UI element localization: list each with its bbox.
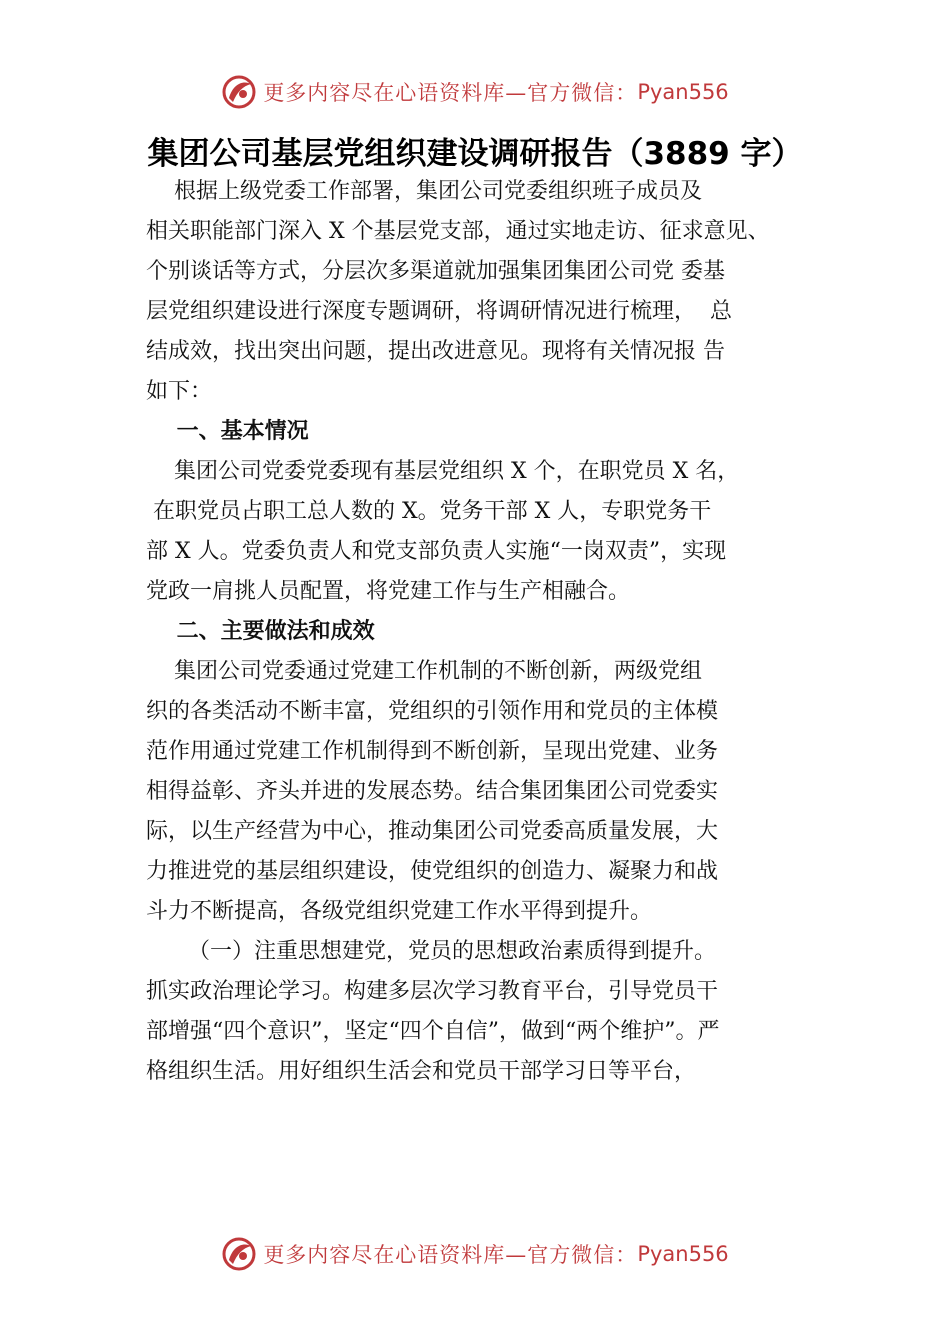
footer-banner: [0, 1232, 950, 1276]
text-line: 部 X 人。党委负责人和党支部负责人实施“一岗双责”，实现: [146, 539, 727, 564]
text-line: 斗力不断提高，各级党组织党建工作水平得到提升。: [146, 899, 653, 924]
header-banner: [0, 70, 950, 114]
text-line: 集团公司党委党委现有基层党组织 X 个，在职党员 X 名，: [146, 459, 740, 484]
text-line: 在职党员占职工总人数的 X。党务干部 X 人，专职党务干: [146, 499, 712, 524]
text-line: 力推进党的基层组织建设，使党组织的创造力、凝聚力和战: [146, 859, 719, 884]
section-heading-practices: 二、主要做法和成效: [146, 619, 375, 644]
text-line: 结成效，找出突出问题，提出改进意见。现将有关情况报 告: [146, 339, 725, 364]
banner-text: 更多内容尽在心语资料库—官方微信：: [263, 1243, 638, 1267]
text-line: 相得益彰、齐头并进的发展态势。结合集团集团公司党委实: [146, 779, 719, 804]
intro-paragraph: [146, 172, 826, 412]
text-line: 范作用通过党建工作机制得到不断创新，呈现出党建、业务: [146, 739, 719, 764]
section-basic-paragraph: [146, 452, 826, 612]
text-line: 集团公司党委通过党建工作机制的不断创新，两级党组: [146, 659, 702, 684]
text-line: 如下：: [146, 379, 213, 404]
section-practices-paragraph: [146, 652, 826, 1092]
text-line: 党政一肩挑人员配置，将党建工作与生产相融合。: [146, 579, 631, 604]
page-title: 集团公司基层党组织建设调研报告（3889 字）: [147, 136, 803, 172]
brand-logo-icon: [221, 74, 257, 110]
text-line: 抓实政治理论学习。构建多层次学习教育平台，引导党员干: [146, 979, 719, 1004]
section-heading-basic: 一、基本情况: [146, 419, 309, 444]
banner-text: 更多内容尽在心语资料库—官方微信：: [263, 81, 638, 105]
document-body: [146, 172, 826, 1092]
text-line: 织的各类活动不断丰富，党组织的引领作用和党员的主体模: [146, 699, 719, 724]
banner-handle: Pyan556: [637, 1242, 729, 1266]
text-line: 部增强“四个意识”，坚定“四个自信”，做到“两个维护”。严: [146, 1019, 720, 1044]
text-line: 相关职能部门深入 X 个基层党支部，通过实地走访、征求意见、: [146, 219, 770, 244]
text-line: 个别谈话等方式，分层次多渠道就加强集团集团公司党 委基: [146, 259, 725, 284]
text-line: 格组织生活。用好组织生活会和党员干部学习日等平台，: [146, 1059, 697, 1084]
text-line: （一）注重思想建党，党员的思想政治素质得到提升。: [146, 939, 716, 964]
text-line: 根据上级党委工作部署，集团公司党委组织班子成员及: [146, 179, 702, 204]
text-line: 层党组织建设进行深度专题调研，将调研情况进行梳理， 总: [146, 299, 732, 324]
brand-logo-icon: [221, 1236, 257, 1272]
text-line: 际，以生产经营为中心，推动集团公司党委高质量发展，大: [146, 819, 719, 844]
banner-handle: Pyan556: [637, 80, 729, 104]
